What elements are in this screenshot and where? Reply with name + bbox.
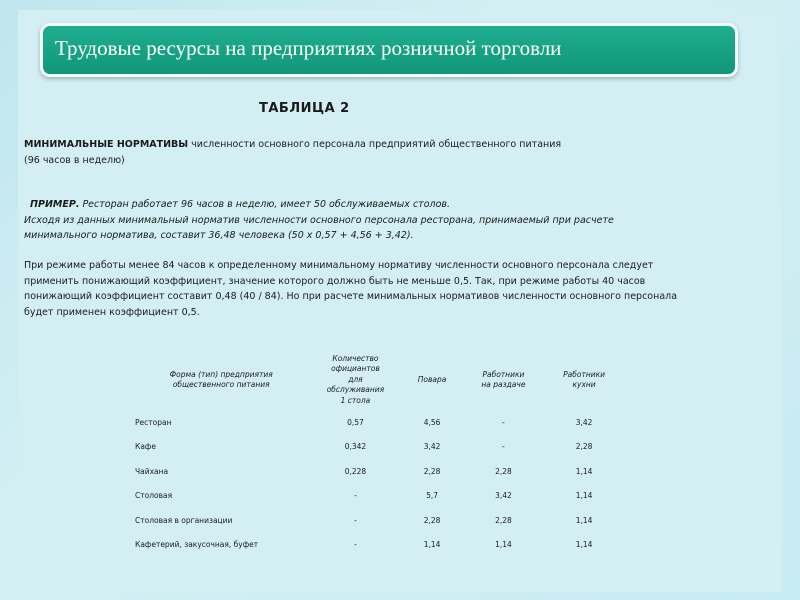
header-enterprise-type [130, 350, 312, 410]
header-serving-staff-line-1: Работники [482, 369, 525, 379]
table-cell: Кафе [135, 442, 156, 452]
paragraph-line-4: будет применен коэффициент 0,5. [24, 306, 200, 318]
example-line-1 [24, 197, 614, 213]
norm-heading [24, 137, 561, 168]
table-cell: Ресторан [135, 417, 172, 427]
norms-table [130, 350, 627, 557]
table-cell: 1,14 [423, 540, 441, 550]
table-row [130, 533, 627, 558]
slide-title: Трудовые ресурсы на предприятиях розничной торговли [55, 36, 562, 60]
table-cell: Столовая [135, 491, 173, 501]
table-cell: 5,7 [426, 491, 438, 501]
table-cell: 2,28 [495, 515, 512, 525]
table-row [130, 459, 627, 484]
example-line-1-rest: Ресторан работает 96 часов в неделю, имеет 50 обслуживаемых столов. [79, 199, 451, 210]
table-row [130, 410, 627, 435]
table-row [130, 484, 627, 509]
table-cell: 2,28 [423, 515, 441, 525]
table-cell: - [354, 540, 357, 550]
header-enterprise-type-line-2: общественного питания [172, 380, 270, 389]
header-waiters-line-4: обслуживания [326, 385, 385, 395]
paragraph-line-3: понижающий коэффициент составит 0,48 (40 / 84). Но при расчете минимальных нормативов численности основного персонала [24, 291, 678, 302]
table-header-row [130, 350, 627, 410]
header-enterprise-type-line-1: Форма (тип) предприятия [169, 369, 273, 379]
table-cell: 1,14 [575, 515, 593, 525]
paragraph-line-2: применить понижающий коэффициент, значение которого должно быть не меньше 0,5. Так, при режиме работы 40 часов [24, 275, 646, 287]
table-cell: 1,14 [495, 540, 512, 550]
header-waiters [312, 350, 398, 410]
table-cell: 2,28 [423, 466, 441, 476]
table-cell: - [354, 491, 357, 501]
example-block [24, 197, 614, 244]
header-cooks-label: Повара [417, 374, 447, 384]
table-cell: 2,28 [575, 442, 593, 452]
norm-line-2: (96 часов в неделю) [24, 154, 125, 166]
table-cell: - [502, 417, 505, 427]
table-cell: Столовая в организации [135, 515, 233, 525]
table-cell: 3,42 [423, 442, 441, 452]
table-row [130, 508, 627, 533]
table-cell: 0,342 [344, 442, 367, 452]
example-line-3: минимального норматива, составит 36,48 человека (50 х 0,57 + 4,56 + 3,42). [24, 230, 414, 241]
header-serving-staff-line-2: на раздаче [481, 380, 526, 389]
header-waiters-line-1: Количество [332, 353, 379, 363]
title-banner [40, 23, 738, 77]
header-waiters-line-3: для [348, 374, 363, 384]
header-kitchen-staff-line-2: кухни [572, 380, 596, 389]
table-cell: - [354, 515, 357, 525]
table-cell: - [502, 442, 505, 452]
table-cell: 2,28 [495, 466, 512, 476]
header-kitchen-staff [541, 350, 627, 410]
example-line-2: Исходя из данных минимальный норматив численности основного персонала ресторана, принимаемый при расчете [24, 214, 614, 226]
table-cell: 1,14 [575, 540, 593, 550]
header-kitchen-staff-line-1: Работники [563, 369, 606, 379]
table-cell: 3,42 [575, 417, 593, 427]
example-bold-lead: ПРИМЕР. [30, 199, 80, 210]
coefficient-paragraph [24, 258, 677, 320]
table-cell: 3,42 [495, 491, 512, 501]
norm-line-1-rest: численности основного персонала предприятий общественного питания [188, 139, 562, 150]
header-waiters-line-2: официантов [331, 364, 380, 374]
table-caption: ТАБЛИЦА 2 [259, 101, 350, 116]
header-cooks [398, 350, 465, 410]
table-cell: 1,14 [575, 466, 593, 476]
table-cell: 1,14 [575, 491, 593, 501]
table-cell: 4,56 [423, 417, 441, 427]
table-cell: Чайхана [135, 466, 169, 476]
table-cell: Кафетерий, закусочная, буфет [135, 540, 259, 550]
table-cell: 0,228 [344, 466, 367, 476]
norm-bold-lead: МИНИМАЛЬНЫЕ НОРМАТИВЫ [24, 139, 189, 150]
header-waiters-line-5: 1 стола [340, 395, 371, 405]
table-row [130, 435, 627, 460]
norm-line-1 [24, 137, 561, 153]
paragraph-line-1: При режиме работы менее 84 часов к определенному минимальному нормативу численности основного персонала следует [24, 260, 654, 271]
header-serving-staff [466, 350, 542, 410]
table-cell: 0,57 [347, 417, 364, 427]
